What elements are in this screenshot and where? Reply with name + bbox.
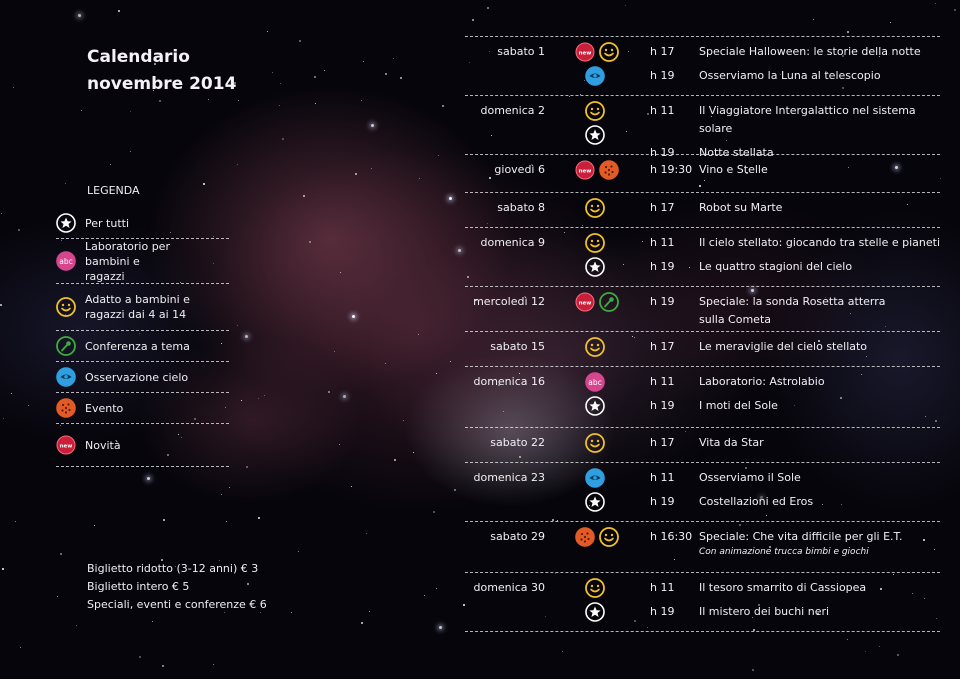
star-dot xyxy=(94,525,95,526)
event-icon xyxy=(599,160,619,180)
star-dot xyxy=(403,420,404,421)
star-dot xyxy=(241,400,242,401)
icon-row xyxy=(575,335,625,359)
star-dot xyxy=(324,70,325,71)
legend-item xyxy=(56,239,229,284)
icon-row xyxy=(575,123,625,147)
legend-item xyxy=(56,424,229,467)
star-icon xyxy=(585,125,605,145)
event-title-continued: sulla Cometa xyxy=(699,313,771,326)
event-time: h 19 xyxy=(650,605,675,618)
star-dot xyxy=(258,398,259,399)
day-icons xyxy=(575,99,625,147)
star-dot xyxy=(159,100,161,102)
event-item xyxy=(650,493,940,511)
day-events xyxy=(650,434,940,452)
day-icons xyxy=(575,335,625,359)
star-dot xyxy=(487,7,489,9)
event-item xyxy=(650,161,940,179)
event-time: h 11 xyxy=(650,375,675,388)
new-icon xyxy=(575,160,595,180)
star-dot xyxy=(1,213,2,214)
star-dot xyxy=(454,489,456,491)
smiley-icon xyxy=(585,101,605,121)
event-note: Con animazione trucca bimbi e giochi xyxy=(699,547,869,557)
legend-item-label: Laboratorio per bambini e ragazzi xyxy=(85,239,170,283)
event-title: I moti del Sole xyxy=(699,399,778,412)
star-dot xyxy=(76,625,77,626)
star-dot xyxy=(279,105,280,106)
ticket-special: Speciali, eventi e conferenze € 6 xyxy=(87,598,267,611)
icon-row xyxy=(575,490,625,514)
svg-text:new: new xyxy=(59,443,73,450)
star-dot xyxy=(203,183,205,185)
star-dot xyxy=(245,335,248,338)
event-time: h 17 xyxy=(650,340,675,353)
day-events xyxy=(650,528,940,559)
icon-row xyxy=(575,255,625,279)
star-dot xyxy=(954,9,956,11)
svg-text:abc: abc xyxy=(588,378,602,387)
star-dot xyxy=(147,477,150,480)
event-time: h 19 xyxy=(650,399,675,412)
event-title: Il cielo stellato: giocando tra stelle e pianeti xyxy=(699,236,941,249)
day-label: sabato 8 xyxy=(497,201,545,214)
event-time: h 17 xyxy=(650,201,675,214)
star-dot xyxy=(449,197,452,200)
star-dot xyxy=(226,521,227,522)
day-icons xyxy=(575,431,625,455)
event-time: h 19 xyxy=(650,295,675,308)
star-dot xyxy=(139,656,141,658)
event-title: Il tesoro smarrito di Cassiopea xyxy=(699,581,867,594)
star-dot xyxy=(879,646,880,647)
event-item xyxy=(650,603,940,621)
svg-text:abc: abc xyxy=(59,257,73,266)
star-dot xyxy=(393,58,394,59)
day-label: domenica 23 xyxy=(473,471,545,484)
event-time: h 19 xyxy=(650,260,675,273)
star-dot xyxy=(13,87,14,88)
star-dot xyxy=(162,665,164,667)
star-dot xyxy=(940,178,941,179)
eye-icon xyxy=(56,367,76,387)
day-label: sabato 29 xyxy=(490,530,545,543)
event-icon xyxy=(575,527,595,547)
day-label: mercoledì 12 xyxy=(473,295,545,308)
star-dot xyxy=(424,595,425,596)
legend-item-label: Novità xyxy=(85,438,121,452)
legend-item-label: Osservazione cielo xyxy=(85,370,189,384)
day-events xyxy=(650,373,940,415)
star-dot xyxy=(366,533,367,534)
legend-item-label: Conferenza a tema xyxy=(85,339,190,353)
star-dot xyxy=(371,168,372,169)
event-title: Robot su Marte xyxy=(699,201,783,214)
event-item xyxy=(650,528,940,559)
smiley-icon xyxy=(585,337,605,357)
star-dot xyxy=(813,19,814,20)
event-item xyxy=(650,338,940,356)
event-title: Il mistero dei buchi neri xyxy=(699,605,830,618)
calendar-day xyxy=(465,95,940,159)
day-label: giovedì 6 xyxy=(494,163,545,176)
star-dot xyxy=(229,487,230,488)
event-time: h 11 xyxy=(650,471,675,484)
event-title: Speciale Halloween: le storie della notte xyxy=(699,45,921,58)
star-dot xyxy=(371,124,374,127)
event-title: Osserviamo la Luna al telescopio xyxy=(699,69,881,82)
star-dot xyxy=(625,5,626,6)
event-time: h 16:30 xyxy=(650,530,693,543)
eye-icon xyxy=(585,468,605,488)
icon-row xyxy=(575,231,625,255)
calendar-day xyxy=(465,427,940,462)
event-item xyxy=(650,434,940,452)
event-title: Notte stellata xyxy=(699,146,774,159)
star-dot xyxy=(28,405,29,406)
event-item xyxy=(650,397,940,415)
star-dot xyxy=(213,664,214,665)
star-dot xyxy=(81,110,82,111)
star-dot xyxy=(15,521,16,522)
event-title: Osserviamo il Sole xyxy=(699,471,801,484)
event-item xyxy=(650,579,940,597)
calendar-day xyxy=(465,521,940,572)
icon-row xyxy=(575,158,625,182)
calendar-day xyxy=(465,572,940,632)
calendar-day xyxy=(465,462,940,521)
star-dot xyxy=(238,100,239,101)
star-dot xyxy=(385,73,387,75)
star-dot xyxy=(11,393,12,394)
star-icon xyxy=(585,492,605,512)
star-dot xyxy=(291,612,292,613)
star-dot xyxy=(361,100,362,101)
star-dot xyxy=(339,444,340,445)
day-label: domenica 16 xyxy=(473,375,545,388)
event-title: Laboratorio: Astrolabio xyxy=(699,375,825,388)
star-dot xyxy=(847,31,849,33)
icon-row xyxy=(575,99,625,123)
event-item xyxy=(650,67,940,85)
star-dot xyxy=(3,418,4,419)
title-line-1: Calendario xyxy=(87,47,190,67)
event-time: h 19:30 xyxy=(650,163,693,176)
icon-row xyxy=(575,525,625,549)
new-icon xyxy=(575,42,595,62)
star-dot xyxy=(385,363,386,364)
star-dot xyxy=(340,272,341,273)
star-dot xyxy=(208,99,209,100)
event-title: Vita da Star xyxy=(699,436,764,449)
star-dot xyxy=(163,519,165,521)
star-dot xyxy=(433,511,435,513)
day-events xyxy=(650,43,940,85)
star-dot xyxy=(438,155,439,156)
star-dot xyxy=(65,183,66,184)
star-dot xyxy=(458,249,461,252)
day-events xyxy=(650,102,940,162)
star-dot xyxy=(865,651,866,652)
calendar-day xyxy=(465,154,940,192)
star-icon xyxy=(585,396,605,416)
day-label: sabato 15 xyxy=(490,340,545,353)
star-dot xyxy=(267,31,268,32)
star-dot xyxy=(442,105,444,107)
star-dot xyxy=(78,14,81,17)
event-time: h 19 xyxy=(650,69,675,82)
calendar-day xyxy=(465,331,940,366)
calendar-day xyxy=(465,286,940,331)
smiley-icon xyxy=(599,527,619,547)
star-dot xyxy=(352,315,355,318)
star-dot xyxy=(258,517,260,519)
day-events xyxy=(650,199,940,217)
day-label: sabato 1 xyxy=(497,45,545,58)
ticket-reduced: Biglietto ridotto (3-12 anni) € 3 xyxy=(87,562,259,575)
legend-item xyxy=(56,208,229,239)
star-dot xyxy=(152,621,153,622)
star-dot xyxy=(130,151,131,152)
smiley-icon xyxy=(585,233,605,253)
star-dot xyxy=(20,647,21,648)
star-icon xyxy=(56,213,76,233)
day-icons xyxy=(575,466,625,514)
smiley-icon xyxy=(56,297,76,317)
icon-row xyxy=(575,431,625,455)
star-dot xyxy=(450,361,451,362)
day-label: sabato 22 xyxy=(490,436,545,449)
star-dot xyxy=(439,626,442,629)
calendar-list xyxy=(465,36,940,632)
star-dot xyxy=(400,77,402,79)
microphone-icon xyxy=(56,336,76,356)
event-time: h 17 xyxy=(650,45,675,58)
event-title: Il Viaggiatore Intergalattico nel sistema solare xyxy=(699,104,916,135)
icon-row xyxy=(575,394,625,418)
day-events xyxy=(650,579,940,621)
event-time: h 17 xyxy=(650,436,675,449)
event-item xyxy=(650,373,940,391)
smiley-icon xyxy=(585,198,605,218)
abc-icon xyxy=(585,372,605,392)
calendar-day xyxy=(465,192,940,227)
star-dot xyxy=(57,596,58,597)
icon-row xyxy=(575,576,625,600)
star-icon xyxy=(585,602,605,622)
legend-item xyxy=(56,393,229,424)
star-dot xyxy=(890,22,891,23)
star-dot xyxy=(394,459,396,461)
legend-item-label: Adatto a bambini e ragazzi dai 4 ai 14 xyxy=(85,293,190,321)
star-dot xyxy=(237,164,238,165)
star-dot xyxy=(343,395,346,398)
calendar-day xyxy=(465,366,940,427)
star-dot xyxy=(0,304,2,306)
calendar-day xyxy=(465,227,940,286)
event-title: Speciale: la sonda Rosetta atterra xyxy=(699,295,886,308)
star-dot xyxy=(472,19,474,21)
star-dot xyxy=(419,178,420,179)
star-dot xyxy=(246,466,248,468)
star-dot xyxy=(315,103,316,104)
event-title: Vino e Stelle xyxy=(699,163,768,176)
day-icons xyxy=(575,370,625,418)
event-time: h 11 xyxy=(650,104,675,117)
star-dot xyxy=(309,241,311,243)
event-time: h 19 xyxy=(650,495,675,508)
icon-row xyxy=(575,290,625,314)
star-dot xyxy=(418,334,419,335)
star-dot xyxy=(110,164,111,165)
event-item xyxy=(650,102,940,138)
star-dot xyxy=(897,654,899,656)
star-dot xyxy=(299,40,301,42)
calendar-day xyxy=(465,36,940,95)
smiley-icon xyxy=(599,42,619,62)
star-dot xyxy=(221,494,222,495)
page-title xyxy=(87,44,287,98)
event-time: h 19 xyxy=(650,146,675,159)
event-item xyxy=(650,469,940,487)
icon-row xyxy=(575,40,625,64)
smiley-icon xyxy=(585,578,605,598)
star-dot xyxy=(363,61,364,62)
day-events xyxy=(650,338,940,356)
star-dot xyxy=(118,10,120,12)
eye-icon xyxy=(585,66,605,86)
day-events xyxy=(650,469,940,511)
icon-row xyxy=(575,370,625,394)
legend xyxy=(56,208,229,467)
day-icons xyxy=(575,196,625,220)
day-events xyxy=(650,234,940,276)
day-icons xyxy=(575,231,625,279)
star-dot xyxy=(2,568,4,570)
event-title: Le meraviglie del cielo stellato xyxy=(699,340,868,353)
event-item xyxy=(650,43,940,61)
star-icon xyxy=(585,257,605,277)
svg-text:new: new xyxy=(578,300,592,307)
star-dot xyxy=(436,373,437,374)
event-item xyxy=(650,258,940,276)
ticket-full: Biglietto intero € 5 xyxy=(87,580,190,593)
event-item xyxy=(650,293,940,329)
star-dot xyxy=(60,553,62,555)
star-dot xyxy=(752,669,754,671)
star-dot xyxy=(130,111,131,112)
abc-icon xyxy=(56,251,76,271)
legend-heading: LEGENDA xyxy=(87,184,140,197)
event-title: Le quattro stagioni del cielo xyxy=(699,260,853,273)
ticket-prices xyxy=(87,560,267,614)
event-item xyxy=(650,234,940,252)
event-title: Costellazioni ed Eros xyxy=(699,495,814,508)
event-time: h 11 xyxy=(650,581,675,594)
day-icons xyxy=(575,525,625,549)
icon-row xyxy=(575,466,625,490)
star-dot xyxy=(436,588,437,589)
new-icon xyxy=(575,292,595,312)
star-dot xyxy=(303,195,305,197)
legend-item xyxy=(56,331,229,362)
icon-row xyxy=(575,600,625,624)
icon-row xyxy=(575,196,625,220)
day-events xyxy=(650,293,940,329)
title-line-2: novembre 2014 xyxy=(87,74,237,94)
microphone-icon xyxy=(599,292,619,312)
legend-item-label: Per tutti xyxy=(85,216,129,230)
star-dot xyxy=(237,325,238,326)
legend-item xyxy=(56,362,229,393)
star-dot xyxy=(328,391,330,393)
star-dot xyxy=(351,486,352,487)
day-events xyxy=(650,161,940,179)
star-dot xyxy=(314,76,316,78)
event-title: Speciale: Che vita difficile per gli E.T. xyxy=(699,530,903,543)
new-icon xyxy=(56,435,76,455)
icon-row xyxy=(575,64,625,88)
day-icons xyxy=(575,40,625,88)
event-icon xyxy=(56,398,76,418)
day-label: domenica 2 xyxy=(480,104,545,117)
event-time: h 11 xyxy=(650,236,675,249)
star-dot xyxy=(361,622,363,624)
star-dot xyxy=(369,611,370,612)
svg-text:new: new xyxy=(578,168,592,175)
day-label: domenica 30 xyxy=(473,581,545,594)
day-icons xyxy=(575,290,625,314)
star-dot xyxy=(355,173,357,175)
day-label: domenica 9 xyxy=(480,236,545,249)
star-dot xyxy=(298,551,299,552)
star-dot xyxy=(282,138,284,140)
star-dot xyxy=(18,229,20,231)
star-dot xyxy=(847,639,848,640)
day-icons xyxy=(575,158,625,182)
event-item xyxy=(650,199,940,217)
star-dot xyxy=(562,651,563,652)
star-dot xyxy=(264,395,265,396)
star-dot xyxy=(935,3,936,4)
smiley-icon xyxy=(585,433,605,453)
legend-item-label: Evento xyxy=(85,401,124,415)
day-icons xyxy=(575,576,625,624)
legend-item xyxy=(56,284,229,331)
star-dot xyxy=(413,452,414,453)
star-dot xyxy=(334,351,335,352)
svg-text:new: new xyxy=(578,50,592,57)
